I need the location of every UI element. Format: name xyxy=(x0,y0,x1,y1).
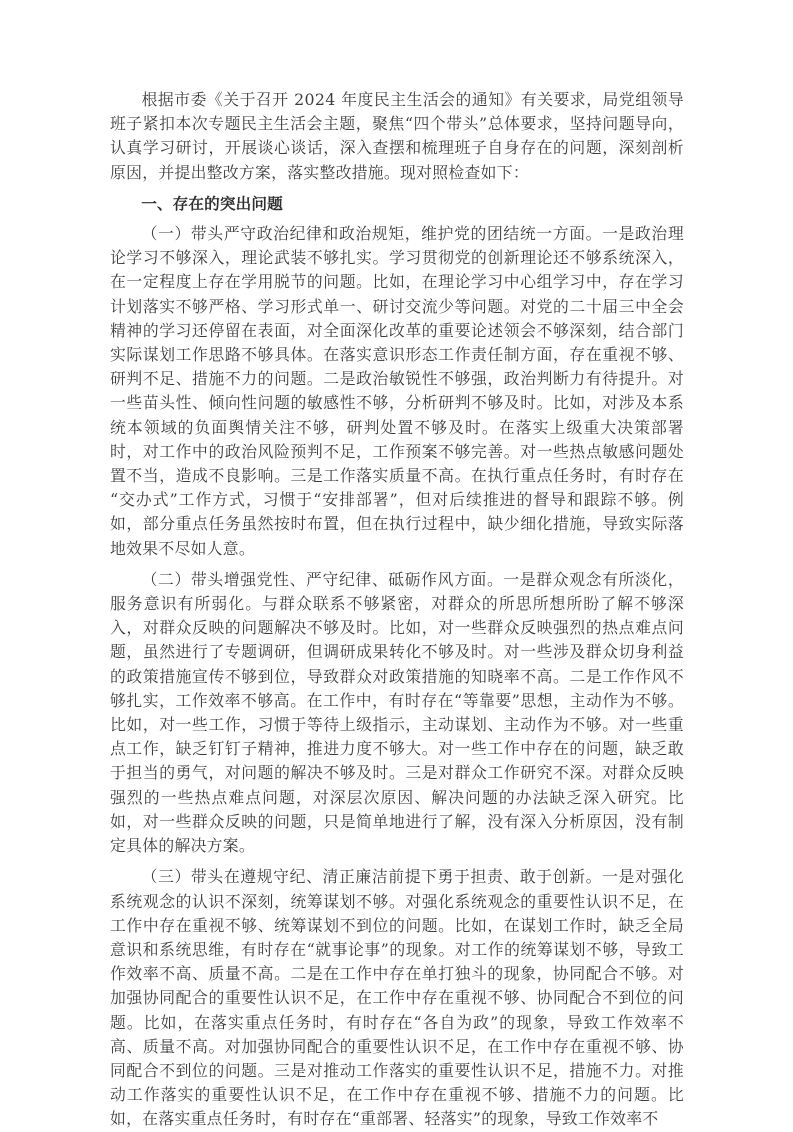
spacer-between-item-2-3 xyxy=(110,858,684,865)
spacer-before-heading xyxy=(110,185,684,192)
problem-item-1: （一）带头严守政治纪律和政治规矩，维护党的团结统一方面。一是政治理论学习不够深入，理论武装不够扎实。学习贯彻党的创新理论还不够系统深入，在一定程度上存在学用脱节的问题。比如，在理论学习中心组学习中，存在学习计划落实不够严格、学习形式单一、研讨交流少等问题。对党的二十届三中全会精神的学习还停留在表面，对全面深化改革的重要论述领会不够深刻，结合部门实际谋划工作思路不够具体。在落实意识形态工作责任制方面，存在重视不够、研判不足、措施不力的问题。二是政治敏锐性不够强，政治判断力有待提升。对一些苗头性、倾向性问题的敏感性不够，分析研判不够及时。比如，对涉及本系统本领域的负面舆情关注不够，研判处置不够及时。在落实上级重大决策部署时，对工作中的政治风险预判不足，工作预案不够完善。对一些热点敏感问题处置不当，造成不良影响。三是工作落实质量不高。在执行重点任务时，有时存在“交办式”工作方式，习惯于“安排部署”，但对后续推进的督导和跟踪不够。例如，部分重点任务虽然按时布置，但在执行过程中，缺少细化措施，导致实际落地效果不尽如人意。 xyxy=(110,224,684,558)
document-text-block xyxy=(110,88,684,1132)
intro-paragraph: 根据市委《关于召开 2024 年度民主生活会的通知》有关要求，局党组领导班子紧扣本次专题民主生活会主题，聚焦“四个带头”总体要求，坚持问题导向，认真学习研讨，开展谈心谈话，深入查摆和梳理班子自身存在的问题，深刻剖析原因，并提出整改方案，落实整改措施。现对照检查如下： xyxy=(110,90,684,182)
section-heading-existing-problems: 一、存在的突出问题 xyxy=(141,194,283,213)
problem-item-2: （二）带头增强党性、严守纪律、砥砺作风方面。一是群众观念有所淡化，服务意识有所弱化。与群众联系不够紧密，对群众的所思所想所盼了解不够深入，对群众反映的问题解决不够及时。比如，对一些群众反映强烈的热点难点问题，虽然进行了专题调研，但调研成果转化不够及时。对一些涉及群众切身利益的政策措施宣传不够到位，导致群众对政策措施的知晓率不高。二是工作作风不够扎实，工作效率不够高。在工作中，有时存在“等靠要”思想，主动作为不够。比如，对一些工作，习惯于等待上级指示，主动谋划、主动作为不够。对一些重点工作，缺乏钉钉子精神，推进力度不够大。对一些工作中存在的问题，缺乏敢于担当的勇气，对问题的解决不够及时。三是对群众工作研究不深。对群众反映强烈的一些热点难点问题，对深层次原因、解决问题的办法缺乏深入研究。比如，对一些群众反映的问题，只是简单地进行了解，没有深入分析原因，没有制定具体的解决方案。 xyxy=(110,569,684,856)
problem-item-3: （三）带头在遵规守纪、清正廉洁前提下勇于担责、敢于创新。一是对强化系统观念的认识不深刻，统筹谋划不够。对强化系统观念的重要性认识不足，在工作中存在重视不够、统筹谋划不到位的问题。比如，在谋划工作时，缺乏全局意识和系统思维，有时存在“就事论事”的现象。对工作的统筹谋划不够，导致工作效率不高、质量不高。二是在工作中存在单打独斗的现象，协同配合不够。对加强协同配合的重要性认识不足，在工作中存在重视不够、协同配合不到位的问题。比如，在落实重点任务时，有时存在“各自为政”的现象，导致工作效率不高、质量不高。对加强协同配合的重要性认识不足，在工作中存在重视不够、协同配合不到位的问题。三是对推动工作落实的重要性认识不足，措施不力。对推动工作落实的重要性认识不足，在工作中存在重视不够、措施不力的问题。比如，在落实重点任务时，有时存在“重部署、轻落实”的现象，导致工作效率不 xyxy=(110,867,684,1129)
spacer-between-item-1-2 xyxy=(110,561,684,568)
